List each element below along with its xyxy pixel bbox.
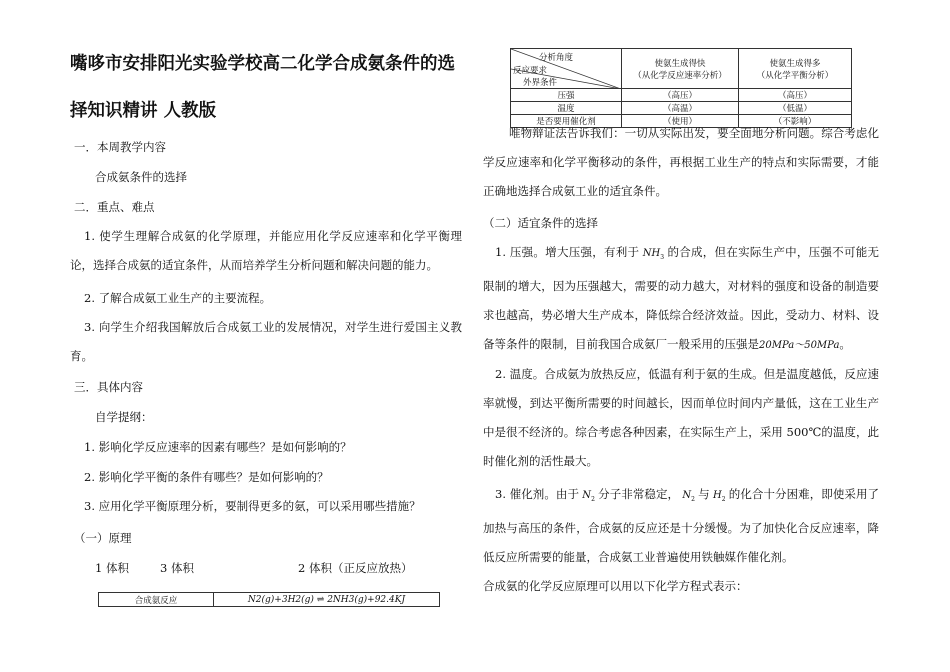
header-angle: 分析角度	[539, 53, 574, 63]
row-value: （高温）	[622, 102, 739, 115]
goal-paragraph-1: 1. 使学生理解合成氨的化学原理，并能应用化学反应速率和化学平衡理论，选择合成氨的适宜条件，从而培养学生分析问题和解决问题的能力。	[70, 229, 462, 272]
volume-n2: 1 体积	[95, 561, 129, 575]
pressure-text-b: 的合成，但在实际生产中，压强不可能无限制的增大，因为压强越大，需要的动力越大，对材料的强度和设备的制造要求也越高，势必增大生产成本，降低综合经济效益。因此，受动力、材料、设备等条件的限制，目前我国合成氨厂一般采用的压强是	[483, 245, 879, 351]
table-row	[511, 89, 852, 102]
temperature-paragraph: 2. 温度。合成氨为放热反应，低温有利于氨的生成。但是温度越低，反应速率就慢，到达平衡所需要的时间越长，因而单位时间内产量低，这在工业生产中是很不经济的。综合考虑各种因素，在实际生产上，采用 500℃的温度，此时催化剂的活性最大。	[483, 367, 879, 468]
row-label: 温度	[511, 102, 622, 115]
study-outline-label: 自学提纲：	[95, 410, 153, 424]
col-eq-sub: （从化学平衡分析）	[756, 70, 834, 81]
header-external: 外界条件	[523, 78, 558, 88]
reaction-equation: N2(g)+3H2(g) ⇌ 2NH3(g)+92.4KJ	[214, 593, 440, 607]
subsection-principle: （一）原理	[74, 531, 132, 545]
condition-table	[510, 48, 852, 128]
col-rate-header	[622, 49, 739, 89]
col-eq-header	[739, 49, 852, 89]
subsection-conditions: （二）适宜条件的选择	[483, 216, 598, 230]
row-value: （使用）	[622, 115, 739, 128]
closing-line: 合成氨的化学反应原理可以用以下化学方程式表示：	[483, 579, 748, 593]
n2-formula-2: $N_2$	[679, 490, 695, 503]
row-value: （高压）	[622, 89, 739, 102]
row-value: （低温）	[739, 102, 852, 115]
row-label: 是否要用催化剂	[511, 115, 622, 128]
goal-paragraph-3: 3. 向学生介绍我国解放后合成氨工业的发展情况，对学生进行爱国主义教育。	[70, 320, 462, 363]
question-1: 1. 影响化学反应速率的因素有哪些？是如何影响的？	[84, 440, 352, 454]
col-eq-title: 使氨生成得多	[769, 58, 821, 69]
catalyst-text-a: 3. 催化剂。由于	[495, 487, 580, 501]
catalyst-text-b: 分子非常稳定，	[598, 487, 680, 501]
question-2: 2. 影响化学平衡的条件有哪些？是如何影响的？	[84, 470, 329, 484]
catalyst-text-c: 与	[698, 487, 710, 501]
section-1-heading: 一．本周教学内容	[74, 140, 166, 154]
row-label: 压强	[511, 89, 622, 102]
row-value: （不影响）	[739, 115, 852, 128]
table-diagonal-header	[511, 49, 622, 89]
volume-nh3: 2 体积（正反应放热）	[298, 561, 413, 575]
col-rate-title: 使氨生成得快	[654, 58, 706, 69]
pressure-range: 20MPa～50MPa	[759, 340, 840, 351]
h2-formula: $H_2$	[709, 490, 726, 503]
reaction-table	[98, 592, 440, 607]
question-3: 3. 应用化学平衡原理分析，要制得更多的氨，可以采用哪些措施？	[84, 499, 421, 513]
col-rate-sub: （从化学反应速率分析）	[633, 70, 727, 81]
goal-paragraph-2: 2. 了解合成氨工业生产的主要流程。	[84, 291, 272, 305]
section-3-heading: 三．具体内容	[74, 380, 143, 394]
section-1-body: 合成氨条件的选择	[95, 170, 187, 184]
n2-formula: $N_2$	[579, 490, 595, 503]
section-2-heading: 二．重点、难点	[74, 200, 155, 214]
nh3-formula: $NH_3$	[639, 248, 665, 261]
volume-h2: 3 体积	[160, 561, 194, 575]
reaction-label: 合成氨反应	[99, 593, 214, 607]
intro-paragraph: 唯物辩证法告诉我们：一切从实际出发，要全面地分析问题。综合考虑化学反应速率和化学平衡移动的条件，再根据工业生产的特点和实际需要，才能正确地选择合成氨工业的适宜条件。	[483, 126, 879, 198]
pressure-paragraph: 1. 压强。增大压强，有利于 $NH_3$ 的合成，但在实际生产中，压强不可能无限制的增大，因为压强越大，需要的动力越大，对材料的强度和设备的制造要求也越高，势必增大生产成本，降低综合经济效益。因此，受动力、材料、设备等条件的限制，目前我国合成氨厂一般采用的压强是20MPa～50MPa。	[483, 245, 879, 351]
page-title: 嘴哆市安排阳光实验学校高二化学合成氨条件的选择知识精讲 人教版	[70, 54, 455, 121]
row-value: （高压）	[739, 89, 852, 102]
table-row	[511, 102, 852, 115]
pressure-text-a: 1. 压强。增大压强，有利于	[495, 245, 640, 259]
catalyst-text-d: 的化合十分困难，即使采用了加热与高压的条件，合成氨的反应还是十分缓慢。为了加快化合反应速率，降低反应所需要的能量，合成氨工业普遍使用铁触媒作催化剂。	[483, 487, 880, 564]
header-requirement: 反应要求	[513, 66, 548, 76]
catalyst-paragraph	[483, 480, 879, 572]
